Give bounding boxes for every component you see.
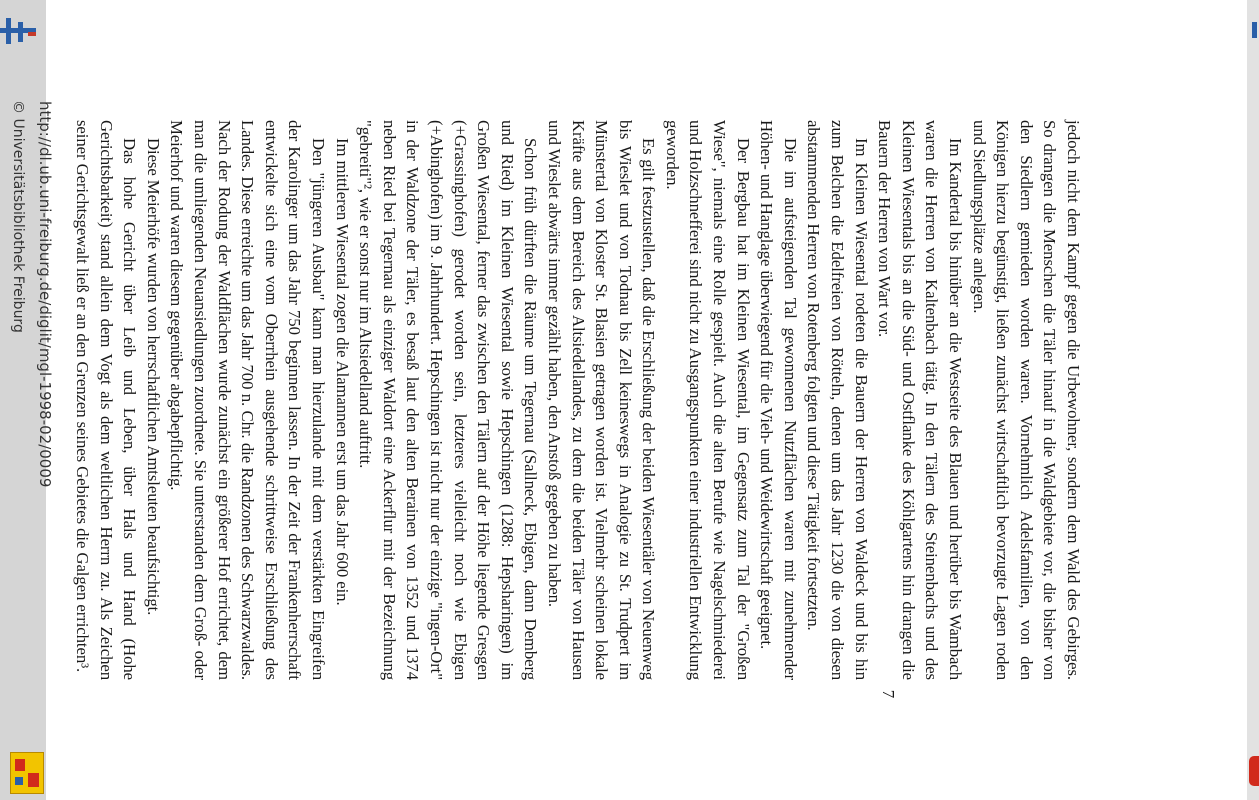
page-number: 7 xyxy=(879,689,898,699)
paragraph: Es gilt festzustellen, daß die Erschließung der beiden Wiesentäler von Neuenweg bis Wieslet und von Todnau bis Zell keineswegs in Analogie zu St. Trudpert im Münstertal von Kloster St. Blasien getragen worden ist. Vielmehr scheinen lokale Kräfte aus dem Bereich des Altsiedellandes, zu dem die beiden Täler von Hausen und Wieslet abwärts immer gezählt haben, den Anstoß gegeben zu haben. xyxy=(544,120,659,680)
copyright-notice: © Universitätsbibliothek Freiburg xyxy=(10,100,26,333)
paragraph: Im Kleinen Wiesental rodeten die Bauern der Herren von Waldeck und bis hin zum Belchen die Edelfreien von Rötteln, denen um das Jahr 1230 die von diesen abstammenden Herren von Rotenberg folgten und diese Tätigkeit fortsetzten. xyxy=(804,120,871,680)
paragraph: Der Bergbau hat im Kleinen Wiesental, im Gegensatz zum Tal der "Großen Wiese", niemals eine Rolle gespielt. Auch die alten Berufe wie Nagelschmiederei und Holzschnefferei sind nicht zu Ausgangspunkten einer industriellen Entwicklung geworden. xyxy=(662,120,753,680)
viewer-right-edge xyxy=(1247,0,1259,800)
paragraph: jedoch nicht dem Kampf gegen die Urbewohner, sondern dem Wald des Gebirges. So drangen die Menschen die Täler hinauf in die Waldgebiete vor, die bisher von den Siedlern gemieden worden waren. Vornehmlich Adelsfamilien, von den Königen hierzu begünstigt, ließen zunächst wirtschaftlich bevorzugte Lagen roden und Siedlungsplätze anlegen. xyxy=(969,120,1083,680)
paragraph: Im Kandertal bis hinüber an die Westseite des Blauen und herüber bis Wambach waren die Herren von Kaltenbach tätig. In den Tälern des Steinenbachs und des Kleinen Wiesentals bis an die Süd- und Ostflanke des Köhlgartens hin drangen die Bauern der Herren von Wart vor. xyxy=(875,120,966,680)
nav-tab-icon[interactable] xyxy=(1249,756,1259,786)
paragraph: Den "jüngeren Ausbau" kann man hierzulande mit dem verstärkten Eingreifen der Karolinger um das Jahr 750 beginnen lassen. In der Zeit der Frankenherrschaft entwickelte sich eine vom Oberrhein ausgehende schrittweise Erschließung des Landes. Diese erreichte um das Jahr 700 n. Chr. die Randzonen des Schwarzwaldes. Nach der Rodung der Waldflächen wurde zunächst ein größerer Hof errichtet, dem man die umliegenden Neuansiedlungen zuordnete. Sie unterstanden dem Groß- oder Meierhof und waren diesem gegenüber abgabepflichtig. xyxy=(167,120,328,680)
document-url[interactable]: http://dl.ub.uni-freiburg.de/diglit/mgl-1998-02/0009 xyxy=(36,101,54,488)
paragraph: Das hohe Gericht über Leib und Leben, über Hals und Hand (Hohe Gerichtsbarkeit) stand allein dem Vogt als dem weltlichen Herrn zu. Als Zeichen seiner Gerichtsgewalt ließ er an den Grenzen seines Gebietes die Galgen errichten³. xyxy=(73,120,140,680)
paragraph: Die im aufsteigenden Tal gewonnenen Nutzflächen waren mit zunehmender Höhen- und Hanglage überwiegend für die Vieh- und Weidewirtschaft geeignet. xyxy=(757,120,800,680)
library-logo-icon[interactable] xyxy=(0,14,40,48)
bookmark-icon[interactable] xyxy=(1252,22,1257,38)
paragraph: Diese Meierhöfe wurden von herrschaftlichen Amtsleuten beaufsichtigt. xyxy=(143,138,163,616)
paragraph: Im mittleren Wiesental zogen die Alamannen erst um das Jahr 600 ein. xyxy=(332,138,352,606)
scanned-page-text xyxy=(73,120,1085,680)
paragraph: Schon früh dürften die Räume um Tegernau (Sallneck, Ebigen, dann Demberg und Ried) im Kleinen Wiesental sowie Hepschingen (1288: Hepsharingen) im Großen Wiesental, ferner das zwischen den Tälern auf der Höhe liegende Gresgen (+Grassinghofen) gerodet worden sein, letzteres vielleicht noch wie Ebigen (+Abinghofen) im 9. Jahrhundert. Hepschingen ist nicht nur der einzige "ingen-Ort" in der Waldzone der Täler, es besaß laut den alten Berainen von 1352 und 1374 neben Ried bei Tegernau als einziger Waldort eine Ackerflur mit der Bezeichnung "gebreiti"², wie er sonst nur im Altsiedelland auftritt. xyxy=(356,120,541,680)
coat-of-arms-icon xyxy=(10,752,44,794)
viewer-sidebar xyxy=(0,0,54,800)
